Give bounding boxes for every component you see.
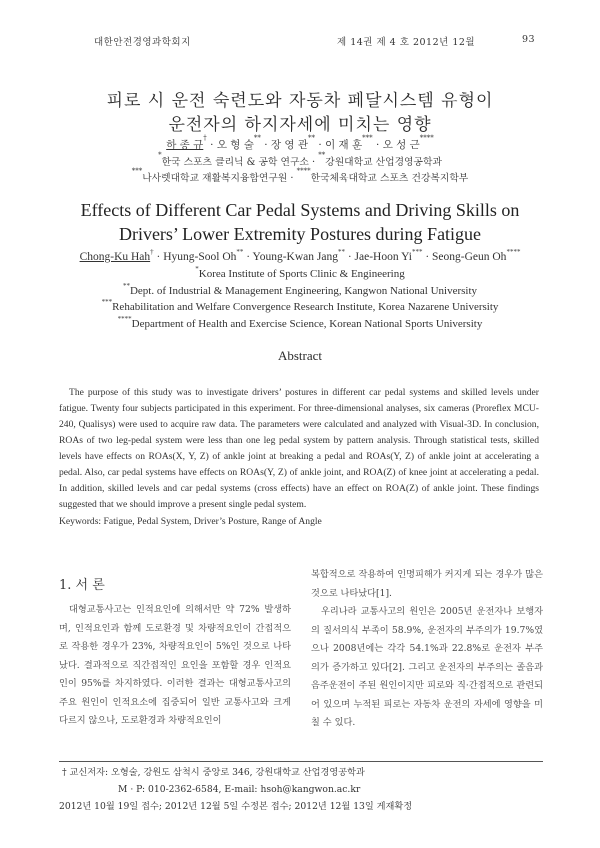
affil-text: Rehabilitation and Welfare Convergence Research Institute, Korea Nazarene University: [112, 301, 499, 313]
english-affiliation-2: [0, 282, 600, 297]
author-mark: †: [203, 134, 207, 142]
abstract-body: [59, 385, 539, 513]
section-heading: 1. 서 론: [59, 578, 105, 593]
english-authors: [0, 248, 600, 263]
affil-mark: *: [158, 151, 162, 159]
affil-mark: ****: [117, 315, 132, 323]
affil-mark: **: [122, 282, 130, 290]
english-title-line2: Drivers’ Lower Extremity Postures during Fatigue: [118, 224, 482, 244]
author-2-korean: · 오 형 술: [210, 139, 254, 151]
body-paragraph: 복합적으로 작용하여 인명피해가 커지게 되는 경우가 많은 것으로 나타났다[1].: [311, 569, 543, 599]
body-paragraph: 대형교통사고는 인적요인에 의해서만 약 72% 발생하며, 인적요인과 함께 도로환경 및 차량적요인이 간접적으로 작용한 경우가 23%, 차량적요인이 5%인 것으로 나타났다. 결과적으로 직간접적인 요인을 포함할 경우 인적요인이 95%를 차지하였다. 이러한 결과는 대형교통사고의 주요 원인이 인적요소에 집중되어 일반 교통사고와 크게 다르지 않으나, 도로환경과 차량적요인이: [59, 604, 291, 726]
footnote-contact: M · P: 010-2362-6584, E-mail: hsoh@kangwon.ac.kr: [118, 784, 361, 795]
volume-info: 제 14권 제 4 호 2012년 12월: [337, 37, 476, 48]
affil-text: Department of Health and Exercise Science, Korean National Sports University: [131, 318, 483, 330]
author-mark: **: [337, 248, 345, 256]
affil-text: 강원대학교 산업경영공학과: [325, 157, 442, 168]
author-mark: ****: [506, 248, 521, 256]
left-column: [59, 601, 291, 731]
korean-authors: [0, 134, 600, 152]
body-paragraph: 우리나라 교통사고의 원인은 2005년 운전자나 보행자의 질서의식 부족이 58.9%, 운전자의 부주의가 19.7%였으나 2008년에는 각각 54.1%과 22.8%로 운전자 부주의가 증가하고 있다[2]. 그리고 운전자의 부주의는 졸음과 음주운전이 주된 원인이지만 피로와 직·간접적으로 관련되어 있으며 누적된 피로는 자동차 운전의 자세에 영향을 미칠 수 있다.: [311, 606, 543, 728]
author-2-english: · Hyung-Sool Oh: [153, 251, 237, 263]
affil-mark: **: [318, 151, 326, 159]
affil-mark: ****: [296, 167, 311, 175]
affil-text: 한국 스포츠 클리닉 & 공학 연구소 ·: [161, 157, 319, 168]
author-mark: **: [308, 134, 316, 142]
author-3-korean: · 장 영 관: [264, 139, 309, 151]
footnote-rule: [59, 761, 543, 762]
footnote-corresponding: † 교신저자: 오형술, 강원도 삼척시 중앙로 346, 강원대학교 산업경영공학과: [62, 767, 365, 778]
affil-text: 한국체육대학교 스포츠 건강복지학부: [310, 173, 469, 184]
page-number: 93: [522, 34, 536, 45]
korean-affiliation-line2: [0, 167, 600, 184]
keywords: Keywords: Fatigue, Pedal System, Driver’s Posture, Range of Angle: [59, 516, 322, 527]
korean-title-line1: 피로 시 운전 숙련도와 자동차 페달시스템 유형이: [106, 91, 494, 111]
author-5-korean: · 오 성 근: [376, 139, 420, 151]
journal-name: 대한안전경영과학회지: [94, 37, 191, 48]
author-1-korean: 하 종 규: [166, 139, 204, 151]
korean-title-line2: 운전자의 하지자세에 미치는 영향: [168, 115, 432, 135]
author-mark: **: [253, 134, 261, 142]
author-mark: †: [150, 248, 154, 256]
author-mark: ***: [362, 134, 373, 142]
author-mark: **: [236, 248, 244, 256]
author-4-english: · Jae-Hoon Yi: [344, 251, 412, 263]
author-4-korean: · 이 재 훈: [318, 139, 363, 151]
author-1-english: Chong-Ku Hah: [79, 251, 151, 263]
abstract-heading: Abstract: [277, 348, 323, 363]
english-affiliation-1: [0, 265, 600, 280]
english-affiliation-3: [0, 298, 600, 313]
affil-mark: ***: [131, 167, 143, 175]
affil-text: 나사렛대학교 재활복지융합연구원 ·: [142, 173, 297, 184]
footnote-dates: 2012년 10월 19일 접수; 2012년 12월 5일 수정본 접수; 2012년 12월 13일 게재확정: [59, 801, 413, 812]
english-title-line1: Effects of Different Car Pedal Systems and Driving Skills on: [80, 200, 520, 220]
affil-text: Dept. of Industrial & Management Engineering, Kangwon National University: [129, 285, 478, 297]
affil-mark: *: [195, 265, 199, 273]
affil-mark: ***: [101, 298, 113, 306]
abstract-paragraph: The purpose of this study was to investigate drivers’ postures in different car pedal systems and skilled levels under fatigue. Twenty four subjects participated in this experiment. For three-dimensional analyses, six cameras (Proreflex MCU-240, Qualisys) were used to acquire raw data. The parameters were calculated and analyzed with Visual-3D. In conclusion, ROAs of two leg-pedal system were less than one leg pedal system by pattern analysis. Through statistical tests, skilled levels have effects on ROAs(X, Y, Z) of ankle joint at breaking a pedal and ROAs(Y, Z) of ankle joint at accelerating a pedal. Also, car pedal systems have effects on ROAs(Y, Z) of ankle joint, and ROA(Z) of knee joint at accelerating a pedal. In addition, skilled levels and car pedal systems (cross effects) have an effect on ROA(Z) of ankle joint. These findings suggested that we should improve a present single pedal system.: [59, 387, 539, 510]
author-mark: ****: [419, 134, 434, 142]
right-column: [311, 566, 543, 733]
author-5-english: · Seong-Geun Oh: [422, 251, 507, 263]
affil-text: Korea Institute of Sports Clinic & Engineering: [198, 268, 405, 280]
author-mark: ***: [411, 248, 423, 256]
english-affiliation-4: [0, 315, 600, 330]
korean-affiliation-line1: [0, 151, 600, 168]
author-3-english: · Young-Kwan Jang: [243, 251, 338, 263]
